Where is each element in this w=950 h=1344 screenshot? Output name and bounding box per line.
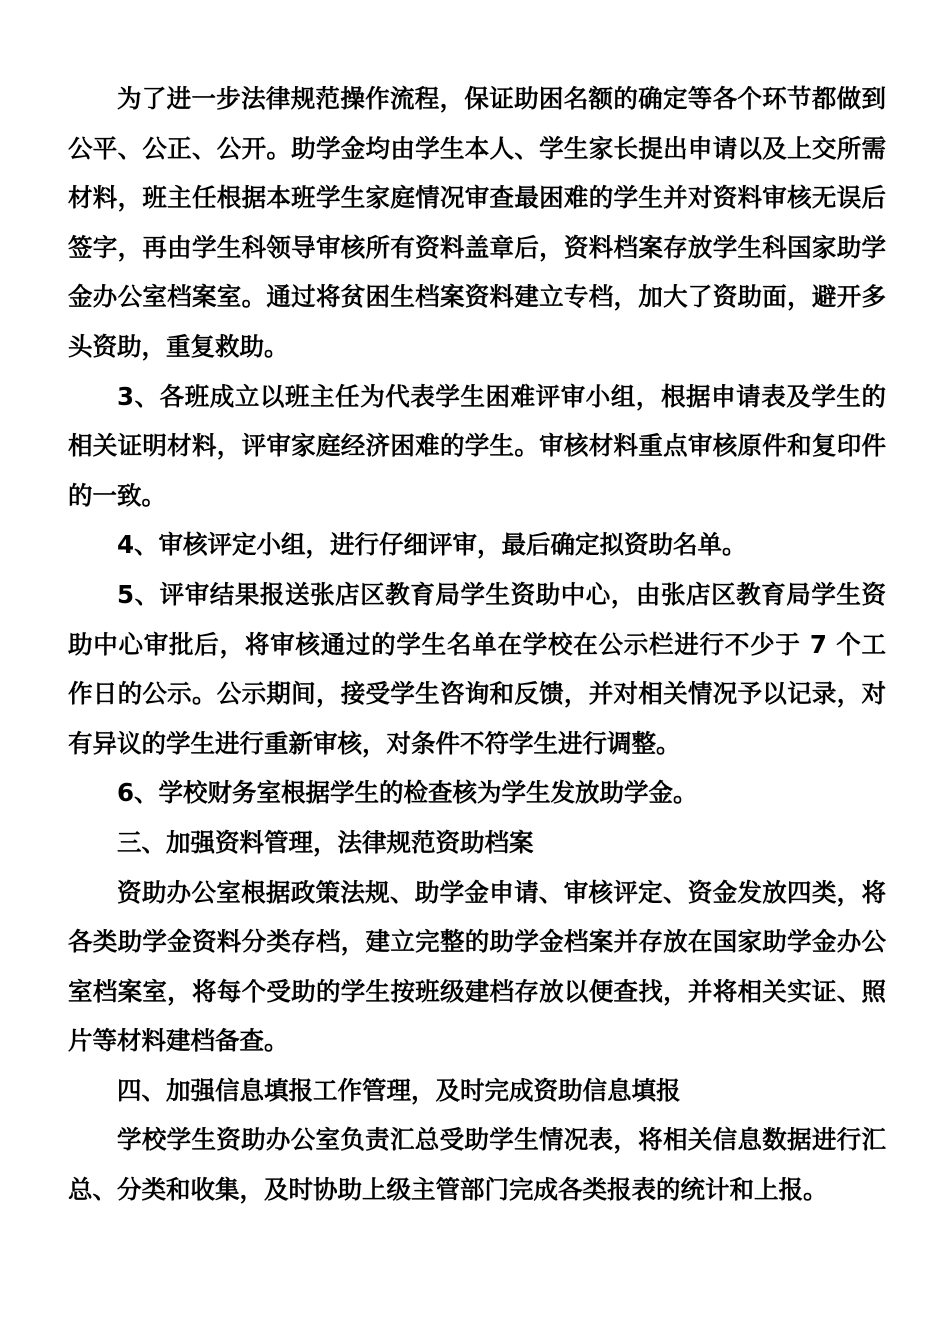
paragraph-info-reporting: 学校学生资助办公室负责汇总受助学生情况表，将相关信息数据进行汇总、分类和收集，及时协助上级主管部门完成各类报表的统计和上报。: [68, 1125, 886, 1205]
section-heading-4: 四、加强信息填报工作管理，及时完成资助信息填报: [117, 1075, 681, 1105]
paragraph-archive-management: 资助办公室根据政策法规、助学金申请、审核评定、资金发放四类，将各类助学金资料分类存档，建立完整的助学金档案并存放在国家助学金办公室档案室，将每个受助的学生按班级建档存放以便查找，并将相关实证、照片等材料建档备查。: [68, 877, 886, 1056]
section-heading-3: 三、加强资料管理，法律规范资助档案: [117, 827, 534, 857]
paragraph-step-3: 3、各班成立以班主任为代表学生困难评审小组，根据申请表及学生的相关证明材料，评审家庭经济困难的学生。审核材料重点审核原件和复印件的一致。: [68, 381, 886, 510]
paragraph-procedure-intro: 为了进一步法律规范操作流程，保证助困名额的确定等各个环节都做到公平、公正、公开。助学金均由学生本人、学生家长提出申请以及上交所需材料，班主任根据本班学生家庭情况审查最困难的学生并对资料审核无误后签字，再由学生科领导审核所有资料盖章后，资料档案存放学生科国家助学金办公室档案室。通过将贫困生档案资料建立专档，加大了资助面，避开多头资助，重复救助。: [68, 84, 886, 361]
paragraph-step-6: 6、学校财务室根据学生的检查核为学生发放助学金。: [117, 778, 698, 808]
document-body: [68, 74, 886, 1215]
paragraph-step-5: 5、评审结果报送张店区教育局学生资助中心，由张店区教育局学生资助中心审批后，将审核通过的学生名单在学校在公示栏进行不少于 7 个工作日的公示。公示期间，接受学生咨询和反馈，并对相关情况予以记录，对有异议的学生进行重新审核，对条件不符学生进行调整。: [68, 579, 886, 758]
paragraph-step-4: 4、审核评定小组，进行仔细评审，最后确定拟资助名单。: [117, 530, 747, 560]
